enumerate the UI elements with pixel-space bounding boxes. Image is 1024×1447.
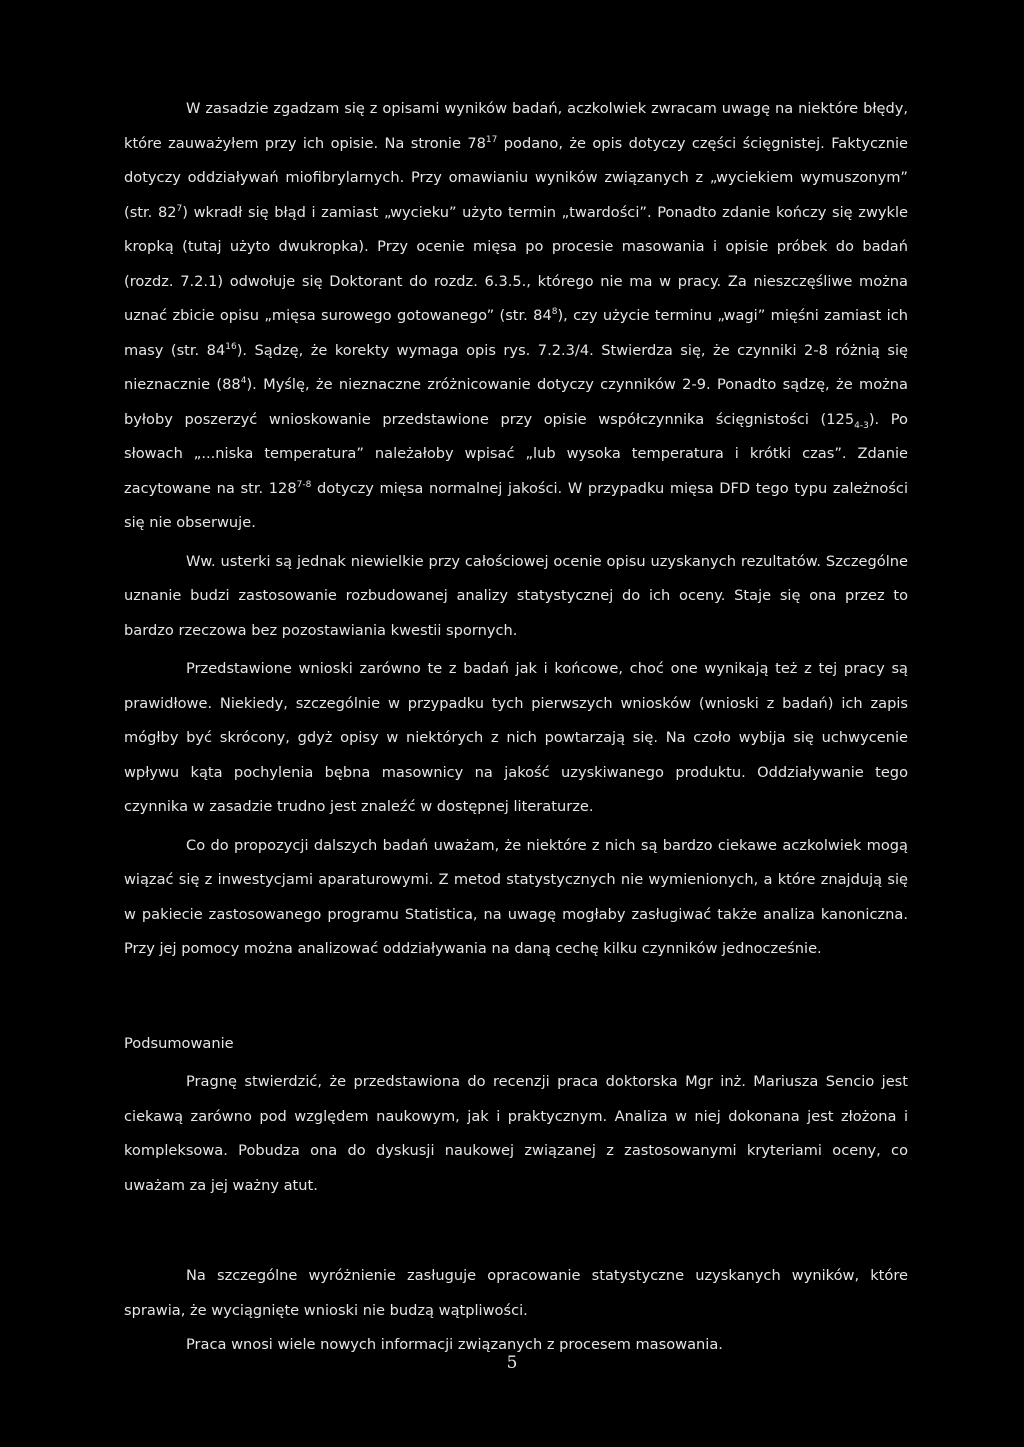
- document-page: [124, 92, 908, 1363]
- footnote-ref: 7-8: [296, 479, 312, 490]
- paragraph-results-errors: [124, 92, 908, 541]
- text-run: ). Po słowach „...niska temperatura” należałoby wpisać „lub wysoka temperatura i krótki czas”. Zdanie zacytowane na str. 128: [124, 410, 908, 497]
- footnote-ref: 4: [240, 376, 247, 387]
- footnote-ref: 7: [176, 203, 183, 214]
- footnote-ref: 16: [225, 341, 237, 352]
- text-run: W zasadzie zgadzam się z opisami wyników badań, aczkolwiek zwracam uwagę na niektóre błędy, które zauważyłem przy ich opisie. Na stronie 78: [124, 100, 908, 152]
- text-run: ), czy użycie terminu „wagi” mięśni zamiast ich masy (str. 84: [124, 307, 908, 359]
- text-run: ). Myślę, że nieznaczne zróżnicowanie dotyczy czynników 2-9. Ponadto sądzę, że można byłoby poszerzyć wnioskowanie przedstawione przy opisie współczynnika ścięgnistości (125: [124, 376, 908, 428]
- paragraph-summary-3: Praca wnosi wiele nowych informacji związanych z procesem masowania.: [186, 1336, 723, 1353]
- footnote-ref: 8: [551, 307, 558, 318]
- paragraph-summary-2: Na szczególne wyróżnienie zasługuje opracowanie statystyczne uzyskanych wyników, które sprawia, że wyciągnięte wnioski nie budzą wątpliwości.: [124, 1267, 908, 1319]
- page-number: 5: [506, 1353, 518, 1373]
- text-run: dotyczy mięsa normalnej jakości. W przypadku mięsa DFD tego typu zależności się nie obserwuje.: [124, 479, 909, 531]
- paragraph-further-research: Co do propozycji dalszych badań uważam, że niektóre z nich są bardzo ciekawe aczkolwiek mogą wiązać się z inwestycjami aparaturowymi. Z metod statystycznych nie wymienionych, a które znajdują się w pakiecie zastosowanego programu Statistica, na uwagę mogłaby zasługiwać także analiza kanoniczna. Przy jej pomocy można analizować oddziaływania na daną cechę kilku czynników jednocześnie.: [124, 836, 908, 957]
- footnote-ref: 17: [485, 134, 498, 145]
- text-run: ). Sądzę, że korekty wymaga opis rys. 7.2.3/4. Stwierdza się, że czynniki 2-8 różnią się nieznacznie (88: [124, 341, 908, 393]
- section-heading-summary: Podsumowanie: [124, 1034, 234, 1052]
- text-run: ) wkradł się błąd i zamiast „wycieku” użyto termin „twardości”. Ponadto zdanie kończy się zwykle kropką (tutaj użyto dwukropka). Przy ocenie mięsa po procesie masowania i opisie próbek do badań (rozdz. 7.2.1) odwołuje się Doktorant do rozdz. 6.3.5., którego nie ma w pracy. Za nieszczęśliwe można uznać zbicie opisu „mięsa surowego gotowanego” (str. 84: [124, 203, 908, 324]
- paragraph-conclusions: Przedstawione wnioski zarówno te z badań jak i końcowe, choć one wynikają też z tej pracy są prawidłowe. Niekiedy, szczególnie w przypadku tych pierwszych wniosków (wnioski z badań) ich zapis mógłby być skrócony, gdyż opisy w niektórych z nich powtarzają się. Na czoło wybija się uchwycenie wpływu kąta pochylenia bębna masownicy na jakość uzyskiwanego produktu. Oddziaływanie tego czynnika w zasadzie trudno jest znaleźć w dostępnej literaturze.: [124, 660, 908, 815]
- paragraph-minor-issues: Ww. usterki są jednak niewielkie przy całościowej ocenie opisu uzyskanych rezultatów. Szczególne uznanie budzi zastosowanie rozbudowanej analizy statystycznej do ich oceny. Staje się ona przez to bardzo rzeczowa bez pozostawiania kwestii spornych.: [124, 552, 908, 639]
- paragraph-summary-1: Pragnę stwierdzić, że przedstawiona do recenzji praca doktorska Mgr inż. Mariusza Sencio jest ciekawą zarówno pod względem naukowym, jak i praktycznym. Analiza w niej dokonana jest złożona i kompleksowa. Pobudza ona do dyskusji naukowej związanej z zastosowanymi kryteriami oceny, co uważam za jej ważny atut.: [124, 1073, 908, 1194]
- text-run: podano, że opis dotyczy części ścięgnistej. Faktycznie dotyczy oddziaływań miofibrylarnych. Przy omawianiu wyników związanych z „wyciekiem wymuszonym” (str. 82: [124, 134, 908, 221]
- subscript-ref: 4-3: [854, 420, 869, 431]
